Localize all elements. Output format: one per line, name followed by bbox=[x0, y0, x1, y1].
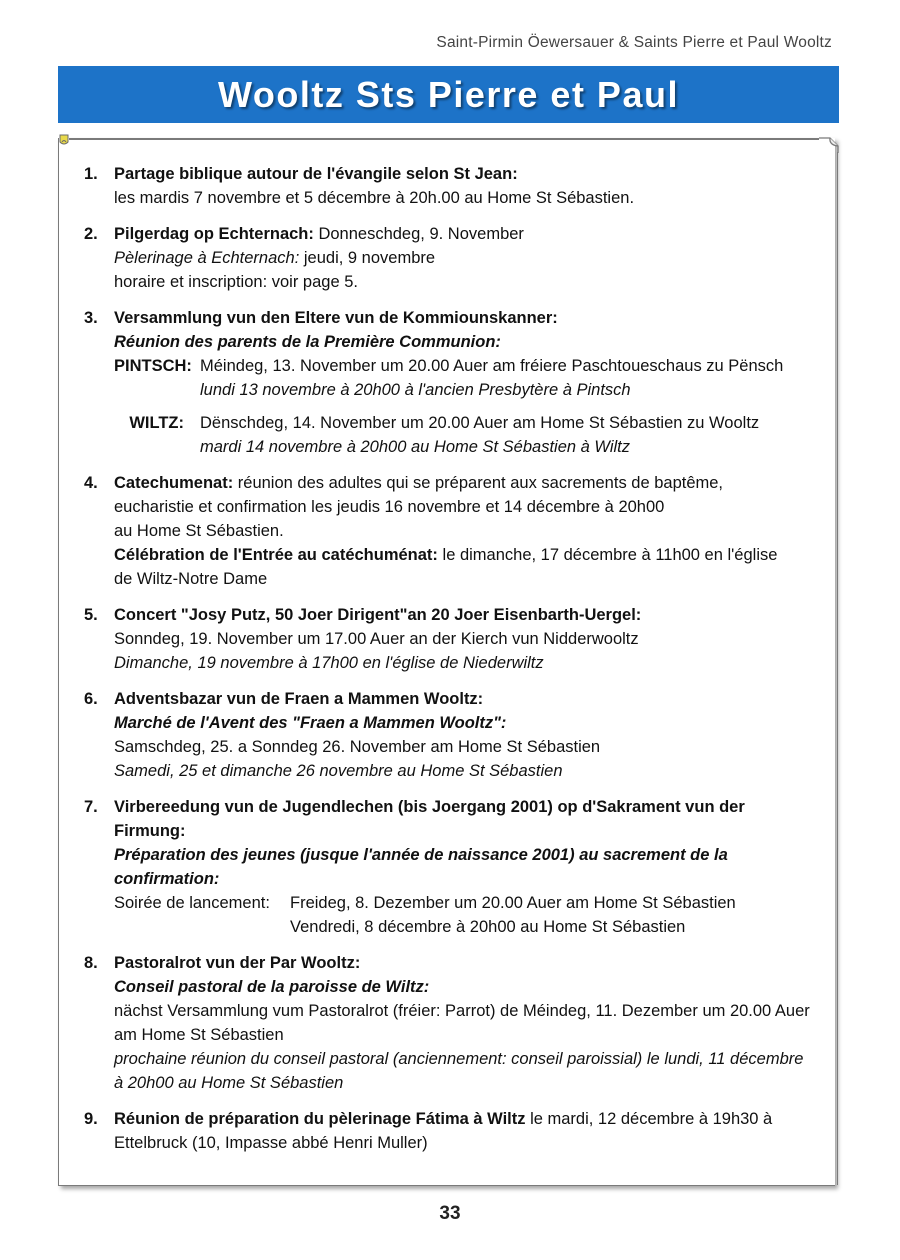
item-text: Méindeg, 13. November um 20.00 Auer am fréiere Paschtoueschaus zu Pënsch bbox=[200, 357, 784, 375]
page-title-text: Wooltz Sts Pierre et Paul bbox=[218, 73, 679, 115]
item-body bbox=[114, 471, 814, 591]
location-wiltz bbox=[114, 411, 814, 459]
item-number: 1. bbox=[84, 165, 98, 183]
item-number: 4. bbox=[84, 474, 98, 492]
item-heading: Concert "Josy Putz, 50 Joer Dirigent"an 20 Joer Eisenbarth-Uergel: bbox=[114, 606, 642, 624]
item-number: 9. bbox=[84, 1110, 98, 1128]
list-item bbox=[84, 795, 814, 939]
item-text: Vendredi, 8 décembre à 20h00 au Home St Sébastien bbox=[290, 918, 686, 936]
item-body bbox=[114, 687, 814, 783]
location-details bbox=[200, 411, 814, 459]
item-body bbox=[114, 603, 814, 675]
item-heading: Célébration de l'Entrée au catéchuménat: bbox=[114, 546, 438, 564]
frame-top-border bbox=[69, 138, 819, 140]
frame-right-border bbox=[837, 152, 839, 1185]
item-fr-heading: Marché de l'Avent des "Fraen a Mammen Wooltz": bbox=[114, 714, 507, 732]
item-number: 6. bbox=[84, 690, 98, 708]
list-item bbox=[84, 951, 814, 1095]
soiree-row bbox=[114, 891, 814, 939]
item-text: Sonndeg, 19. November um 17.00 Auer an der Kierch vun Nidderwooltz bbox=[114, 630, 639, 648]
item-heading-line bbox=[114, 543, 814, 567]
item-body bbox=[114, 1107, 814, 1155]
item-fr-line bbox=[114, 246, 814, 270]
item-text: eucharistie et confirmation les jeudis 16 novembre et 14 décembre à 20h00 bbox=[114, 498, 665, 516]
item-body bbox=[114, 162, 814, 210]
item-body bbox=[114, 222, 814, 294]
item-heading: Réunion de préparation du pèlerinage Fátima à Wiltz bbox=[114, 1110, 526, 1128]
events-list bbox=[84, 162, 814, 1167]
list-item bbox=[84, 471, 814, 591]
item-text: Donneschdeg, 9. November bbox=[313, 225, 524, 243]
item-heading: Catechumenat: bbox=[114, 474, 234, 492]
soiree-label: Soirée de lancement: bbox=[114, 894, 270, 912]
item-text: le mardi, 12 décembre à 19h30 à Ettelbruck (10, Impasse abbé Henri Muller) bbox=[114, 1110, 773, 1152]
item-heading-line bbox=[114, 471, 814, 495]
page-number: 33 bbox=[439, 1203, 461, 1224]
item-heading-line bbox=[114, 1107, 814, 1155]
list-item bbox=[84, 162, 814, 210]
item-number: 7. bbox=[84, 798, 98, 816]
item-text: Samschdeg, 25. a Sonndeg 26. November am Home St Sébastien bbox=[114, 738, 601, 756]
item-text: jeudi, 9 novembre bbox=[299, 249, 436, 267]
item-text-fr: Samedi, 25 et dimanche 26 novembre au Home St Sébastien bbox=[114, 762, 563, 780]
item-text-fr: Dimanche, 19 novembre à 17h00 en l'église de Niederwiltz bbox=[114, 654, 544, 672]
page-title bbox=[58, 66, 839, 123]
list-item bbox=[84, 222, 814, 294]
item-number: 2. bbox=[84, 225, 98, 243]
item-fr-heading: Réunion des parents de la Première Communion: bbox=[114, 333, 501, 351]
item-heading: Virbereedung vun de Jugendlechen (bis Joergang 2001) op d'Sakrament vun der Firmung: bbox=[114, 798, 745, 840]
item-body bbox=[114, 306, 814, 459]
item-text-fr: prochaine réunion du conseil pastoral (anciennement: conseil paroissial) le lundi, 11 décembre à 20h00 au Home St Sébastien bbox=[114, 1050, 804, 1092]
item-text: au Home St Sébastien. bbox=[114, 522, 284, 540]
item-fr-heading: Préparation des jeunes (jusque l'année de naissance 2001) au sacrement de la confirmation: bbox=[114, 846, 728, 888]
soiree-details bbox=[290, 891, 814, 939]
list-item bbox=[84, 687, 814, 783]
item-text: les mardis 7 novembre et 5 décembre à 20h.00 au Home St Sébastien. bbox=[114, 189, 635, 207]
item-text: nächst Versammlung vum Pastoralrot (fréier: Parrot) de Méindeg, 11. Dezember um 20.00 Auer am Home St Sébastien bbox=[114, 1002, 810, 1044]
item-heading-line bbox=[114, 222, 814, 246]
location-label: PINTSCH: bbox=[114, 357, 192, 375]
location-details bbox=[200, 354, 814, 402]
item-fr-heading: Conseil pastoral de la paroisse de Wiltz: bbox=[114, 978, 430, 996]
item-heading: Pastoralrot vun der Par Wooltz: bbox=[114, 954, 361, 972]
item-body bbox=[114, 795, 814, 939]
item-number: 5. bbox=[84, 606, 98, 624]
item-fr-heading: Pèlerinage à Echternach: bbox=[114, 249, 300, 267]
item-text: Dënschdeg, 14. November um 20.00 Auer am Home St Sébastien zu Wooltz bbox=[200, 414, 760, 432]
item-heading: Versammlung vun den Eltere vun de Kommiounskanner: bbox=[114, 309, 558, 327]
page-curl-left-icon bbox=[58, 134, 72, 148]
item-body bbox=[114, 951, 814, 1095]
item-heading: Adventsbazar vun de Fraen a Mammen Wooltz: bbox=[114, 690, 484, 708]
item-text-fr: lundi 13 novembre à 20h00 à l'ancien Presbytère à Pintsch bbox=[200, 381, 631, 399]
item-number: 8. bbox=[84, 954, 98, 972]
item-text: de Wiltz-Notre Dame bbox=[114, 570, 268, 588]
item-text: Freideg, 8. Dezember um 20.00 Auer am Home St Sébastien bbox=[290, 894, 736, 912]
list-item bbox=[84, 603, 814, 675]
item-heading: Partage biblique autour de l'évangile selon St Jean: bbox=[114, 165, 518, 183]
location-label: WILTZ: bbox=[129, 414, 184, 432]
item-text-fr: mardi 14 novembre à 20h00 au Home St Sébastien à Wiltz bbox=[200, 438, 630, 456]
item-text: réunion des adultes qui se préparent aux sacrements de baptême, bbox=[233, 474, 724, 492]
page-curl-right-icon bbox=[818, 136, 840, 154]
list-item bbox=[84, 1107, 814, 1155]
item-text: le dimanche, 17 décembre à 11h00 en l'église bbox=[437, 546, 778, 564]
item-number: 3. bbox=[84, 309, 98, 327]
location-pintsch bbox=[114, 354, 814, 402]
page-header: Saint-Pirmin Öewersauer & Saints Pierre et Paul Wooltz bbox=[436, 34, 832, 51]
list-item bbox=[84, 306, 814, 459]
item-text: horaire et inscription: voir page 5. bbox=[114, 273, 358, 291]
item-heading: Pilgerdag op Echternach: bbox=[114, 225, 314, 243]
